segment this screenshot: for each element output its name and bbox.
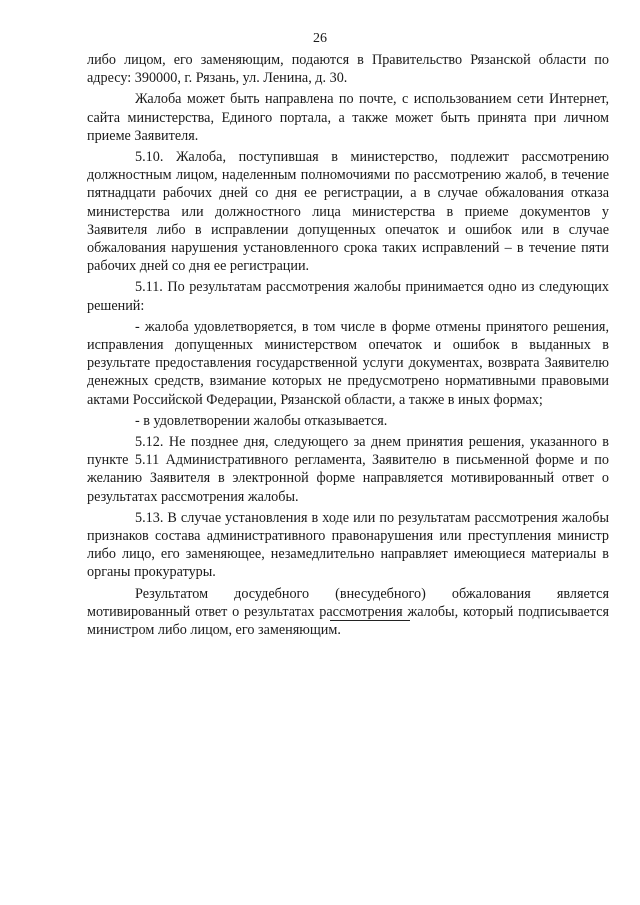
page-number: 26 — [313, 31, 327, 46]
paragraph-5-11: 5.11. По результатам рассмотрения жалобы принимается одно из следующих решений: — [87, 279, 609, 314]
paragraph-submission-methods: Жалоба может быть направлена по почте, с использованием сети Интернет, сайта министерства, Единого портала, а также может быть принята при личном приеме Заявителя. — [87, 91, 609, 144]
paragraph-address: либо лицом, его заменяющим, подаются в Правительство Рязанской области по адресу: 390000, г. Рязань, ул. Ленина, д. 30. — [87, 52, 609, 87]
paragraph-5-12: 5.12. Не позднее дня, следующего за днем принятия решения, указанного в пункте 5.11 Административного регламента, Заявителю в письменной форме и по желанию Заявителя в электронной форме направляется мотивированный ответ о результатах рассмотрения жалобы. — [87, 434, 609, 505]
paragraph-5-10: 5.10. Жалоба, поступившая в министерство, подлежит рассмотрению должностным лицом, наделенным полномочиями по рассмотрению жалоб, в течение пятнадцати рабочих дней со дня ее регистрации, а в случае обжалования отказа министерства или должностного лица министерства в приеме документов у Заявителя либо в исправлении допущенных опечаток и ошибок или в случае обжалования нарушения установленного срока таких исправлений – в течение пяти рабочих дней со дня ее регистрации. — [87, 149, 609, 275]
list-item-complaint-satisfied: - жалоба удовлетворяется, в том числе в форме отмены принятого решения, исправления допущенных министерством опечаток и ошибок в выданных в результате предоставления государственной услуги документах, возврата Заявителю денежных средств, взимание которых не предусмотрено нормативными правовыми актами Российской Федерации, Рязанской области, а также в иных формах; — [87, 318, 609, 408]
document-body — [87, 51, 609, 639]
paragraph-5-13: 5.13. В случае установления в ходе или по результатам рассмотрения жалобы признаков состава административного правонарушения или преступления министр либо лицо, его заменяющее, незамедлительно направляет имеющиеся материалы в органы прокуратуры. — [87, 509, 609, 581]
paragraph-appeal-result: Результатом досудебного (внесудебного) обжалования является мотивированный ответ о результатах рассмотрения жалобы, который подписывается министром либо лицом, его заменяющим. — [87, 585, 609, 639]
end-divider-line — [330, 620, 410, 621]
list-item-complaint-rejected: - в удовлетворении жалобы отказывается. — [135, 412, 388, 429]
